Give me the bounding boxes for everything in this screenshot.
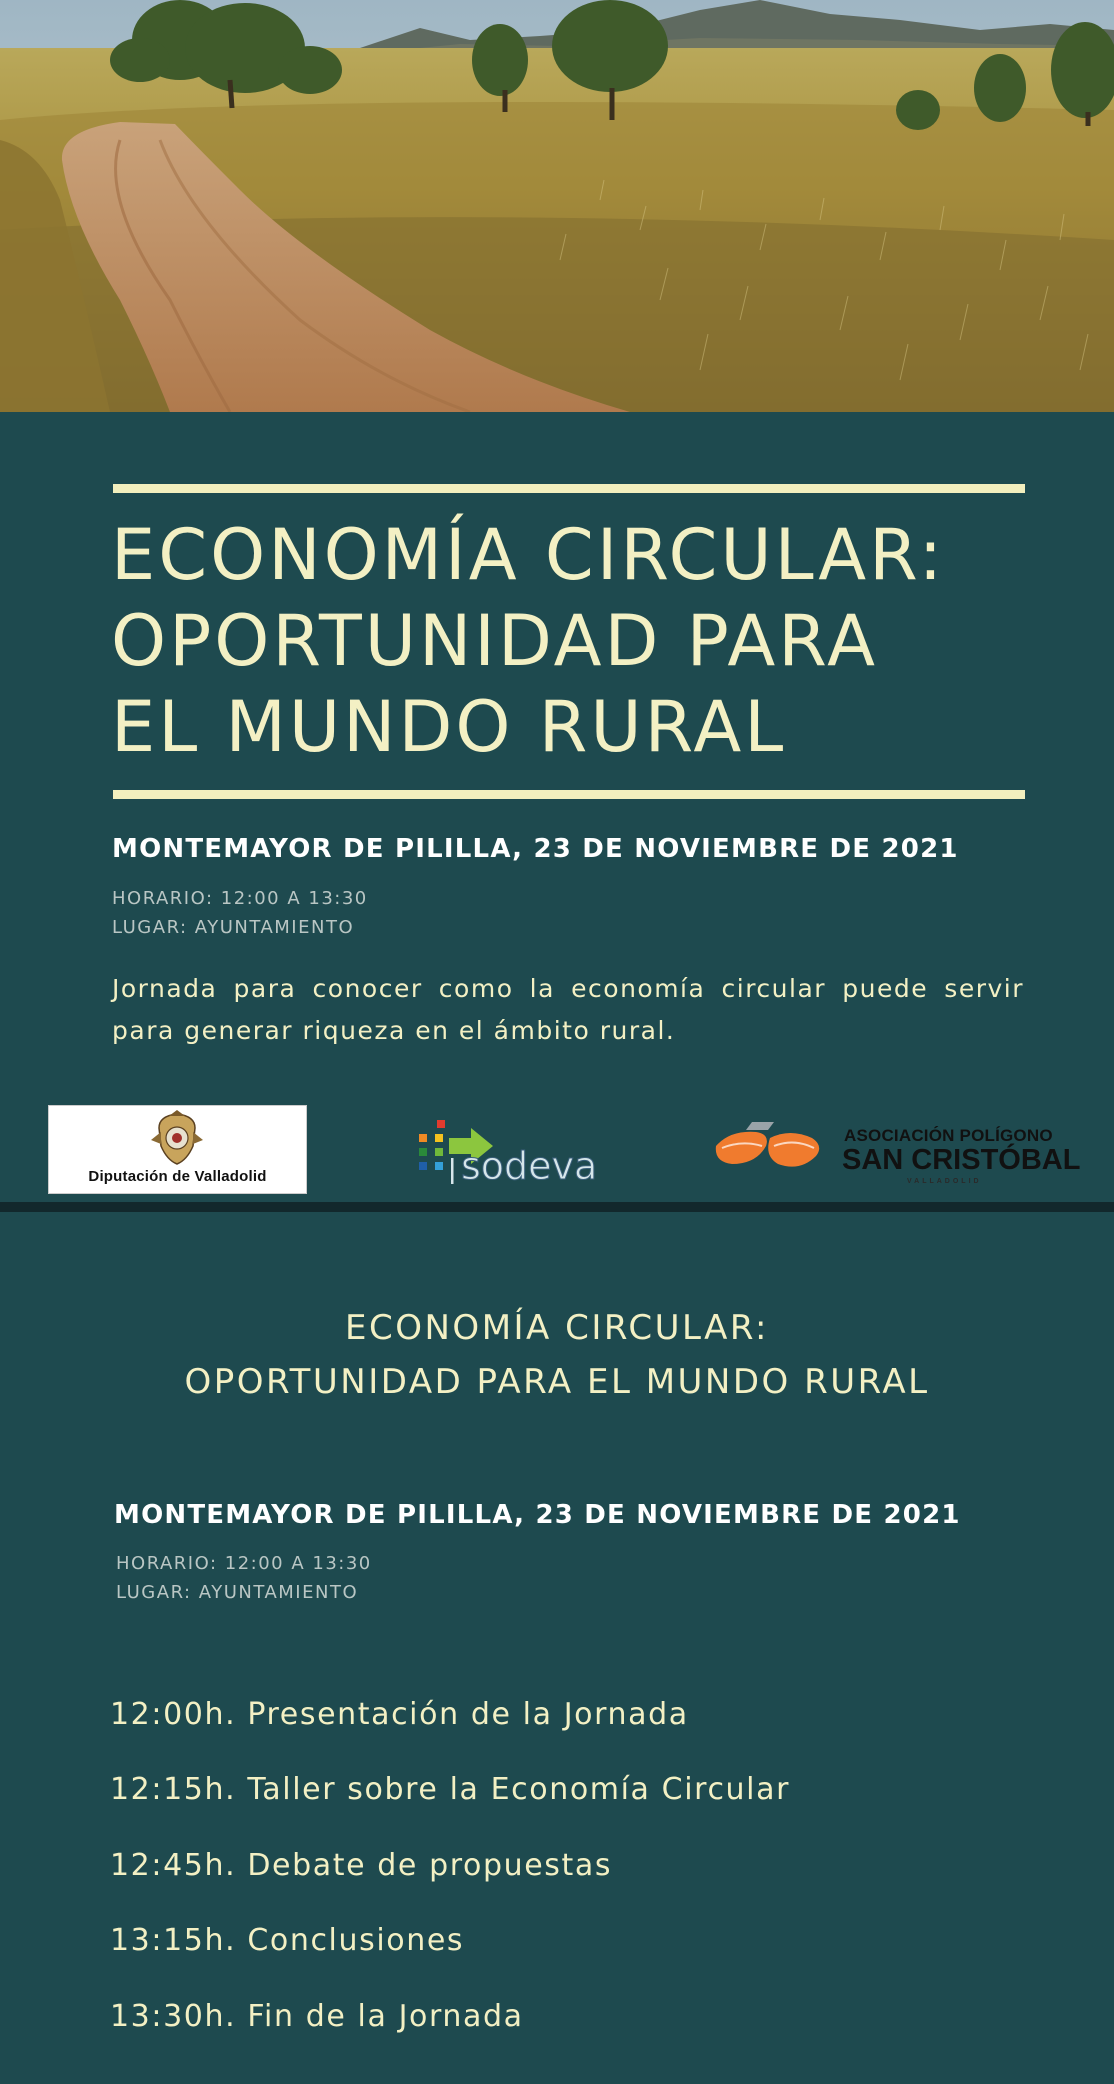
programme-item: 12:15h. Taller sobre la Economía Circular: [110, 1772, 790, 1807]
poster-title-line-2: OPORTUNIDAD PARA: [111, 600, 878, 682]
programme-lugar: LUGAR: AYUNTAMIENTO: [116, 1582, 359, 1603]
poster-title-line-3: EL MUNDO RURAL: [111, 686, 787, 768]
coat-of-arms-icon: [147, 1110, 207, 1168]
programme-place-date: MONTEMAYOR DE PILILLA, 23 DE NOVIEMBRE DE 2021: [114, 1500, 961, 1530]
poster-lugar: LUGAR: AYUNTAMIENTO: [112, 917, 355, 938]
section-divider: [0, 1202, 1114, 1212]
landscape-photo: [0, 0, 1114, 412]
title-rule-bottom: [113, 790, 1025, 799]
title-rule-top: [113, 484, 1025, 493]
programme-horario: HORARIO: 12:00 A 13:30: [116, 1553, 372, 1574]
poster-horario: HORARIO: 12:00 A 13:30: [112, 888, 368, 909]
programme-item: 13:30h. Fin de la Jornada: [110, 1999, 524, 2034]
asociacion-logo-line-1: ASOCIACIÓN POLÍGONO: [844, 1126, 1053, 1145]
poster-panel: [0, 412, 1114, 1202]
diputacion-logo: [48, 1105, 307, 1194]
sodeva-logo: [415, 1118, 615, 1188]
poster-title-line-1: ECONOMÍA CIRCULAR:: [111, 514, 946, 596]
asociacion-logo-line-3: VALLADOLID: [907, 1178, 982, 1185]
programme-item: 12:00h. Presentación de la Jornada: [110, 1697, 689, 1732]
asociacion-emblem-icon: [712, 1116, 832, 1186]
asociacion-poligono-logo: [712, 1112, 1081, 1192]
asociacion-logo-line-2: SAN CRISTÓBAL: [842, 1144, 1081, 1176]
sodeva-logo-text: sodeva: [461, 1144, 598, 1188]
programme-item: 13:15h. Conclusiones: [110, 1923, 465, 1958]
poster-description: Jornada para conocer como la economía circular puede servir para generar riqueza en el ámbito rural.: [112, 974, 1024, 1045]
programme-item: 12:45h. Debate de propuestas: [110, 1848, 613, 1883]
programme-panel: [0, 1212, 1114, 2084]
programme-title-line-1: ECONOMÍA CIRCULAR:: [345, 1308, 769, 1348]
diputacion-logo-text: Diputación de Valladolid: [88, 1168, 267, 1185]
poster-place-date: MONTEMAYOR DE PILILLA, 23 DE NOVIEMBRE DE 2021: [112, 834, 959, 864]
programme-title-line-2: OPORTUNIDAD PARA EL MUNDO RURAL: [184, 1362, 930, 1402]
